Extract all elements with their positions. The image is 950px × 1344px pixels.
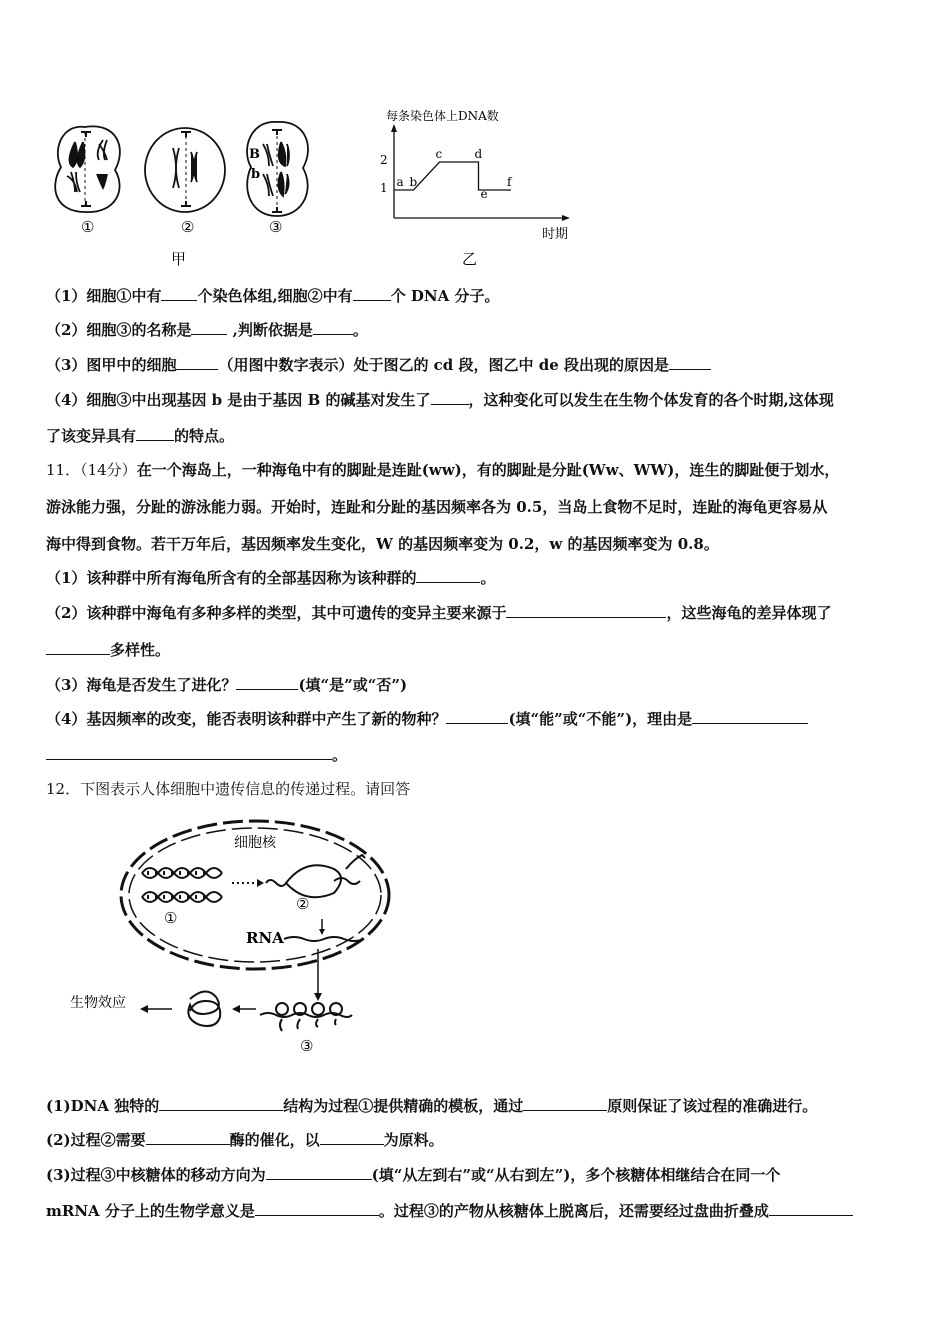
q12-title: 12．下图表示人体细胞中遗传信息的传递过程。请回答 [46,780,411,798]
q11-part4: （4）基因频率的改变，能否表明该种群中产生了新的物种？ (填“能”或“不能”)，理由是 [46,709,808,729]
y-tick-2: 2 [380,153,388,167]
process-1-number: ① [164,909,178,927]
chart-point-label-c: c [435,147,443,161]
q11-part4-cont: 。 [46,745,347,765]
chart-point-label-f: f [507,175,512,189]
blank[interactable] [161,286,197,301]
product-arrow-head [232,1005,240,1013]
q10-part1: （1）细胞①中有 个染色体组,细胞②中有 个 DNA 分子。 [46,287,500,305]
blank[interactable] [416,568,480,583]
q12-part4: mRNA 分子上的生物学意义是 。过程③的产物从核糖体上脱离后，还需要经过盘曲折叠成 [46,1201,853,1221]
q11-part3: （3）海龟是否发生了进化？ (填“是”或“否”) [46,676,408,694]
figure-yi-label: 乙 [462,250,478,268]
chart-point-label-d: d [474,147,483,161]
q10-part4-cont: 了该变异具有 的特点。 [46,427,235,445]
blank[interactable] [446,709,508,724]
chart-point-label-e: e [480,187,488,201]
cell-2-diagram [145,128,225,212]
ribosomes-on-mrna [260,1003,352,1031]
q11-stem-line2: 游泳能力强，分趾的游泳能力弱。开始时，连趾和分趾的基因频率各为 0.5，当岛上食物不足时，连趾的海龟更容易从 [46,498,828,516]
q12-part3: (3)过程③中核糖体的移动方向为 (填“从左到右”或“从右到左”)，多个核糖体相继结合在同一个 [46,1166,781,1184]
chart-ylabel: 每条染色体上DNA数 [386,109,499,123]
q12-part1: (1)DNA 独特的 结构为过程①提供精确的模板，通过 原则保证了该过程的准确进行。 [46,1097,818,1115]
blank[interactable] [353,286,391,301]
blank[interactable] [176,355,218,370]
figure-jia [45,112,320,272]
blank[interactable] [236,675,298,690]
y-axis-arrow [391,124,397,132]
transcription-bubble [266,855,365,897]
q10-part2: （2）细胞③的名称是 ,判断依据是 。 [46,321,368,339]
process-2-number: ② [296,895,310,913]
blank[interactable] [769,1201,853,1216]
blank[interactable] [692,709,808,724]
blank[interactable] [136,426,174,441]
cell-1-number: ① [81,218,95,236]
blank[interactable] [523,1096,607,1111]
q11-part2-cont: 多样性。 [46,640,170,660]
q10-part4: （4）细胞③中出现基因 b 是由于基因 B 的碱基对发生了 ，这种变化可以发生在生物个体发育的各个时期,这体现 [46,391,834,409]
biological-effect-label: 生物效应 [70,995,126,1011]
process-3-number: ③ [300,1037,314,1055]
chart-point-label-a: a [396,175,404,189]
gene-label-b: b [251,167,261,182]
blank[interactable] [46,745,332,760]
export-arrow-head [314,993,322,1001]
figure-yi-chart [370,100,580,270]
blank[interactable] [255,1201,379,1216]
q11-stem-line3: 海中得到食物。若干万年后，基因频率发生变化，W 的基因频率变为 0.2，w 的基因频率变为 0.8。 [46,535,719,553]
blank[interactable] [669,355,711,370]
blank[interactable] [313,320,353,335]
effect-arrow-head [140,1005,148,1013]
cell-1-diagram [55,126,120,212]
blank[interactable] [146,1130,230,1145]
blank[interactable] [46,640,110,655]
rna-label: RNA [246,929,284,947]
q12-part2: (2)过程②需要 酶的催化，以 为原料。 [46,1131,444,1149]
cell-2-number: ② [181,218,195,236]
chart-xlabel: 时期 [542,227,569,242]
nucleus-label: 细胞核 [234,835,276,851]
q10-part3: （3）图甲中的细胞 （用图中数字表示）处于图乙的 cd 段，图乙中 de 段出现的原因是 [46,355,711,375]
gene-label-B: B [249,147,260,162]
blank[interactable] [191,320,227,335]
q12-diagram [60,815,400,1055]
blank[interactable] [320,1130,384,1145]
blank[interactable] [506,603,666,618]
q11-part2: （2）该种群中海龟有多种多样的类型，其中可遗传的变异主要来源于 ，这些海龟的差异体现了 [46,604,832,622]
q11-stem-line1: 11．（14分）在一个海岛上，一种海龟中有的脚趾是连趾(ww)，有的脚趾是分趾(Ww、WW)，连生的脚趾便于划水， [46,461,840,479]
rna-arrow-head [319,929,325,935]
folded-protein [188,991,220,1026]
figure-jia-label: 甲 [171,250,187,268]
dna-helix [142,868,222,902]
blank[interactable] [266,1165,372,1180]
chart-point-label-b: b [409,175,418,189]
q11-part1: （1）该种群中所有海龟所含有的全部基因称为该种群的 。 [46,569,496,587]
cell-3-number: ③ [269,218,283,236]
y-tick-1: 1 [380,181,388,195]
x-axis-arrow [562,215,570,221]
dotted-arrow-head [257,879,264,887]
blank[interactable] [431,390,469,405]
blank[interactable] [159,1096,283,1111]
